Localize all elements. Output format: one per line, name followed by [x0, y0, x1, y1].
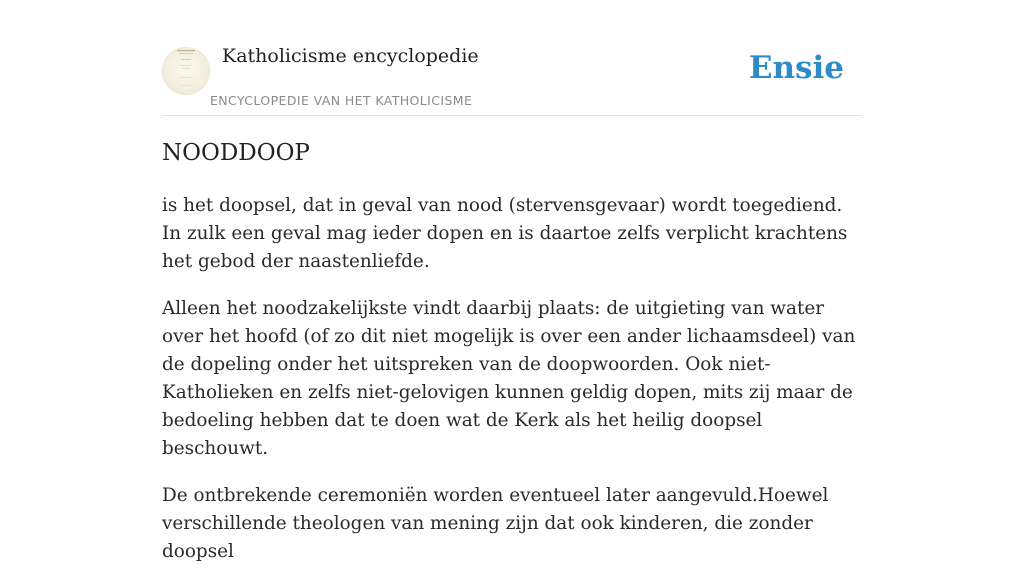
book-cover-icon[interactable] — [162, 47, 210, 95]
paragraph: De ontbrekende ceremoniën worden eventueel later aangevuld.Hoewel verschillende theologen van mening zijn dat ook kinderen, die zonder doopsel — [162, 485, 829, 562]
paragraph: is het doopsel, dat in geval van nood (stervensgevaar) wordt toegediend. In zulk een geval mag ieder dopen en is daartoe zelfs verplicht krachtens het gebod der naastenliefde. — [162, 195, 848, 272]
ensie-logo-link[interactable]: Ensie — [748, 50, 844, 86]
entry-header — [162, 0, 862, 116]
encyclopedia-title[interactable]: Katholicisme encyclopedie — [222, 45, 479, 67]
entry-title: NOODDOOP — [162, 140, 310, 166]
entry-body — [162, 192, 862, 585]
encyclopedia-subtitle: ENCYCLOPEDIE VAN HET KATHOLICISME — [210, 93, 473, 108]
content-column — [162, 0, 862, 562]
paragraph: Alleen het noodzakelijkste vindt daarbij plaats: de uitgieting van water over het hoofd (of zo dit niet mogelijk is over een ander lichaamsdeel) van de dopeling onder het uitspreken van de doopwoorden. Ook niet-Katholieken en zelfs niet-gelovigen kunnen geldig dopen, mits zij maar de bedoeling hebben dat te doen wat de Kerk als het heilig doopsel beschouwt. — [162, 298, 856, 459]
